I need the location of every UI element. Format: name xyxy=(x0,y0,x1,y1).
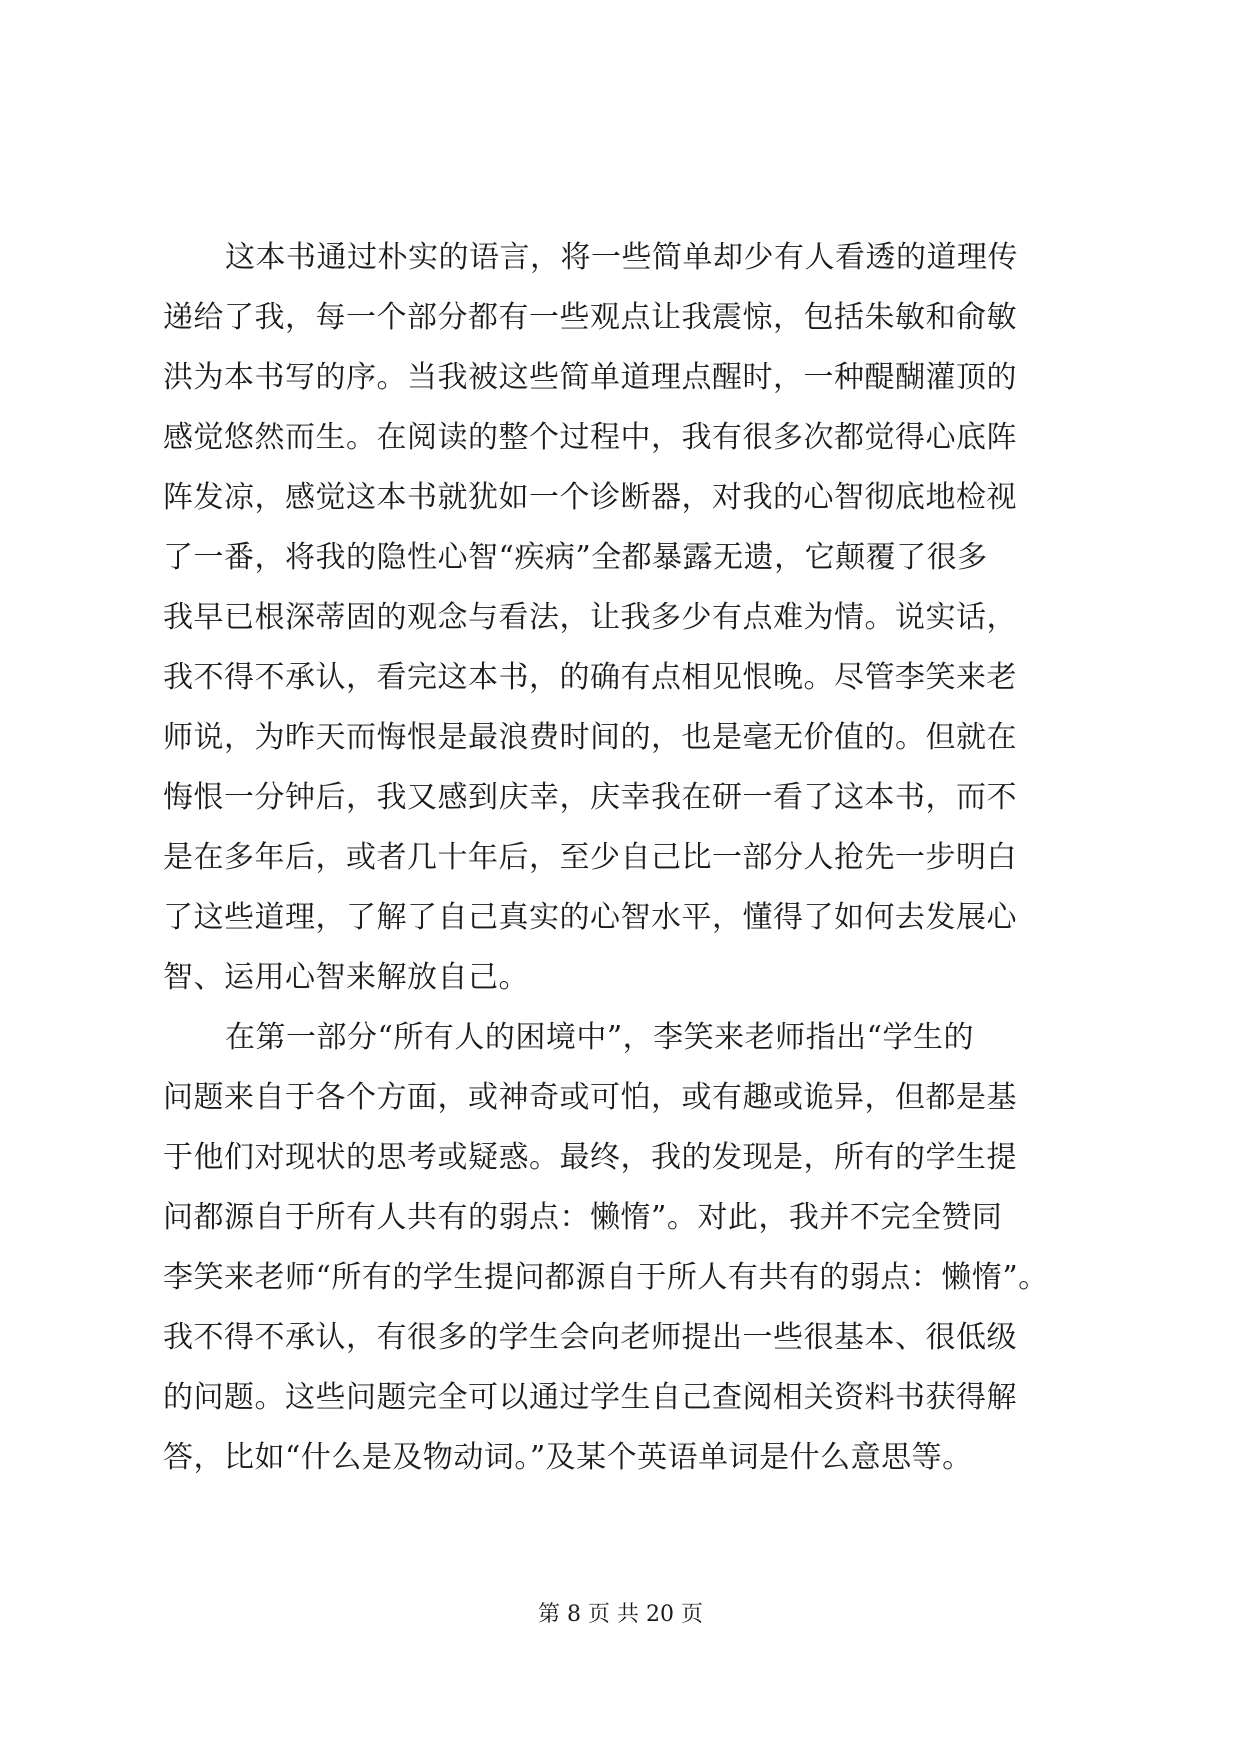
text-line: 这本书通过朴实的语言，将一些简单却少有人看透的道理传 xyxy=(225,240,1018,275)
text-line: 了一番，将我的隐性心智“疾病”全都暴露无遗，它颠覆了很多 xyxy=(163,540,988,575)
text-line: 我早已根深蒂固的观念与看法，让我多少有点难为情。说实话， xyxy=(163,600,1017,635)
body-text xyxy=(163,228,1083,1488)
text-line: 阵发凉，感觉这本书就犹如一个诊断器，对我的心智彻底地检视 xyxy=(163,480,1017,515)
text-line: 答，比如“什么是及物动词。”及某个英语单词是什么意思等。 xyxy=(163,1440,973,1475)
page-footer xyxy=(0,1600,1241,1630)
text-line: 感觉悠然而生。在阅读的整个过程中，我有很多次都觉得心底阵 xyxy=(163,420,1017,455)
text-line: 李笑来老师“所有的学生提问都源自于所人有共有的弱点：懒惰”。 xyxy=(163,1260,1049,1295)
text-line: 我不得不承认，有很多的学生会向老师提出一些很基本、很低级 xyxy=(163,1320,1017,1355)
text-line: 在第一部分“所有人的困境中”，李笑来老师指出“学生的 xyxy=(225,1020,975,1055)
text-line: 悔恨一分钟后，我又感到庆幸，庆幸我在研一看了这本书，而不 xyxy=(163,780,1017,815)
text-line: 的问题。这些问题完全可以通过学生自己查阅相关资料书获得解 xyxy=(163,1380,1017,1415)
text-line: 问都源自于所有人共有的弱点：懒惰”。对此，我并不完全赞同 xyxy=(163,1200,1003,1235)
text-line: 了这些道理，了解了自己真实的心智水平，懂得了如何去发展心 xyxy=(163,900,1017,935)
text-line: 是在多年后，或者几十年后，至少自己比一部分人抢先一步明白 xyxy=(163,840,1017,875)
paragraph-1 xyxy=(163,228,1083,1008)
text-line: 洪为本书写的序。当我被这些简单道理点醒时，一种醍醐灌顶的 xyxy=(163,360,1017,395)
paragraph-2 xyxy=(163,1008,1083,1488)
text-line: 我不得不承认，看完这本书，的确有点相见恨晚。尽管李笑来老 xyxy=(163,660,1017,695)
text-line: 智、运用心智来解放自己。 xyxy=(163,960,529,995)
text-line: 问题来自于各个方面，或神奇或可怕，或有趣或诡异，但都是基 xyxy=(163,1080,1017,1115)
text-line: 递给了我，每一个部分都有一些观点让我震惊，包括朱敏和俞敏 xyxy=(163,300,1017,335)
page-indicator: 第 8 页 共 20 页 xyxy=(538,1602,703,1627)
text-line: 师说，为昨天而悔恨是最浪费时间的，也是毫无价值的。但就在 xyxy=(163,720,1017,755)
text-line: 于他们对现状的思考或疑惑。最终，我的发现是，所有的学生提 xyxy=(163,1140,1017,1175)
